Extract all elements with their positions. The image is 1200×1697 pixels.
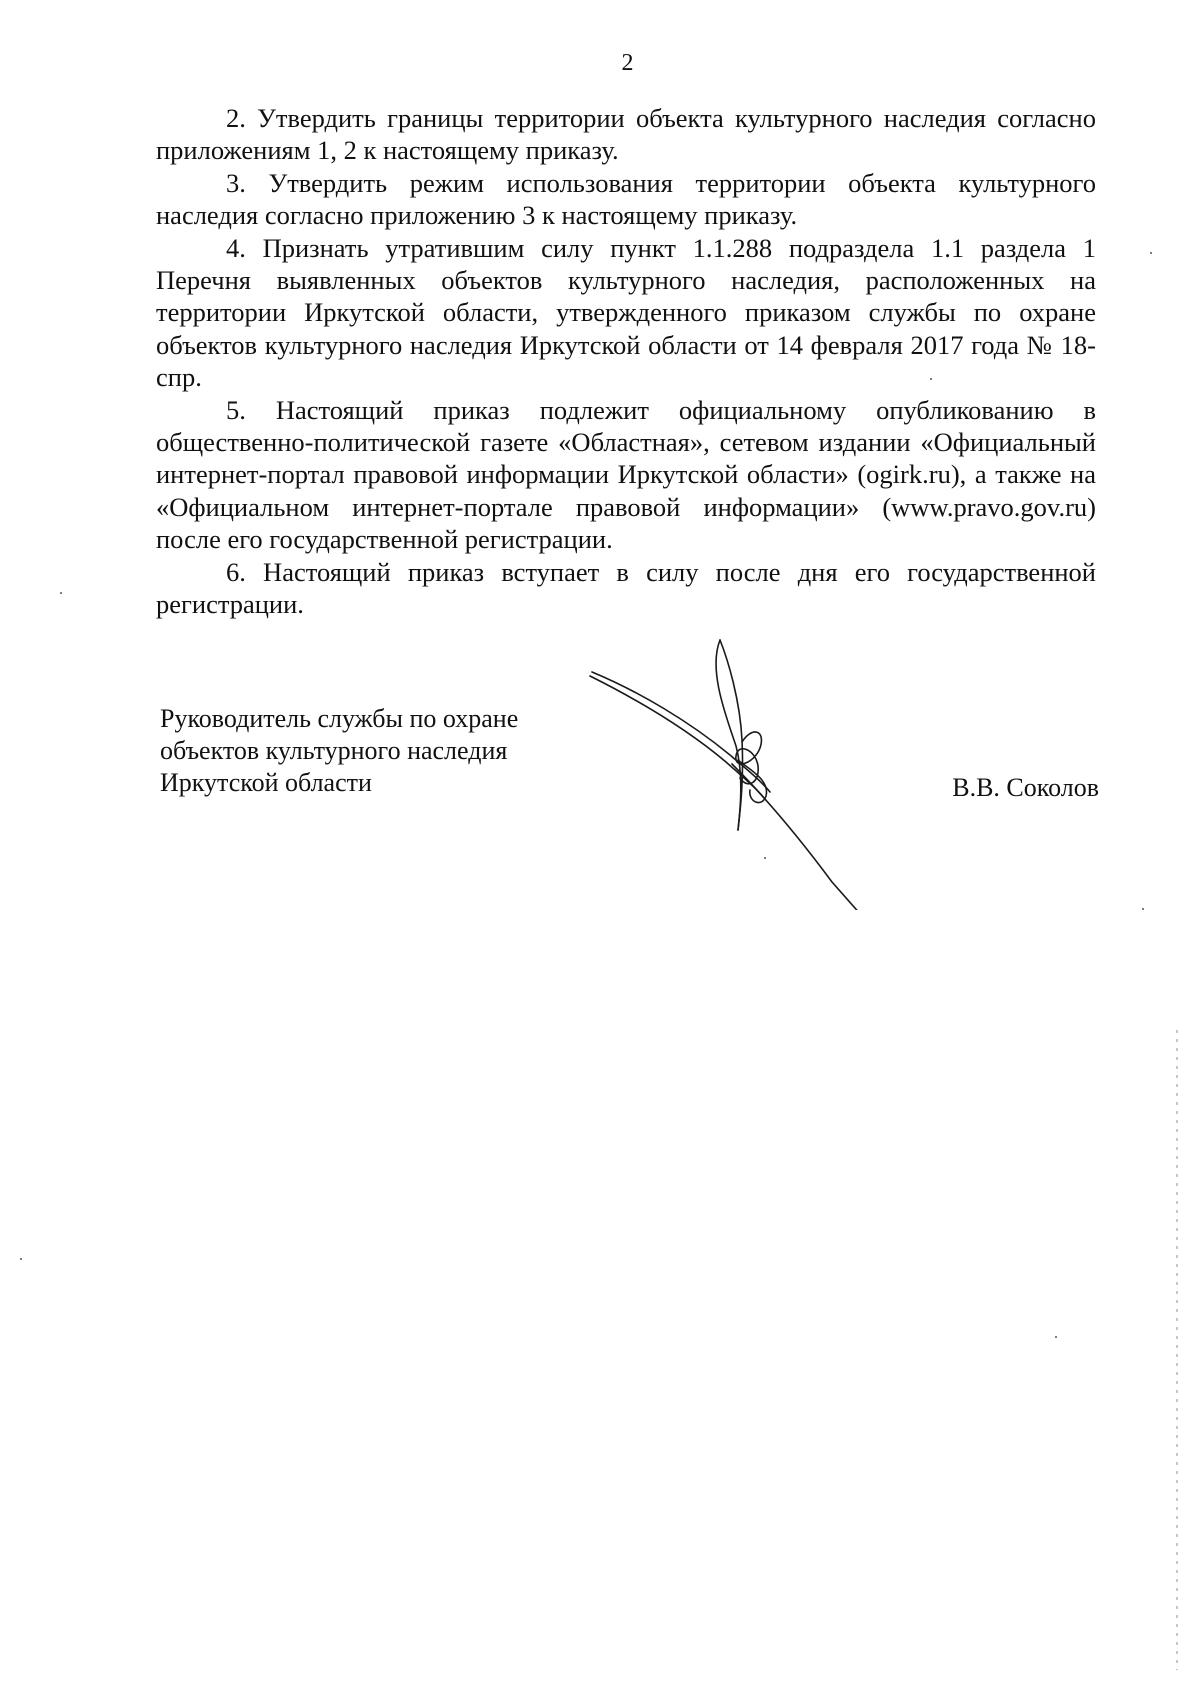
signatory-position-line: объектов культурного наследия bbox=[160, 736, 508, 765]
scan-speck bbox=[1055, 1336, 1057, 1338]
paragraph-5: 5. Настоящий приказ подлежит официальному опубликованию в общественно-политической газете «Областная», сетевом издании «Официальный интернет-портал правовой информации Иркутской области» (ogirk.ru), а также на «Официальном интернет-портале правовой информации» (www.pravo.gov.ru) после его государственной регистрации. bbox=[156, 394, 1096, 555]
scan-speck bbox=[20, 1258, 22, 1260]
paragraph-4: 4. Признать утратившим силу пункт 1.1.288 подраздела 1.1 раздела 1 Перечня выявленных объектов культурного наследия, расположенных на территории Иркутской области, утвержденного приказом службы по охране объектов культурного наследия Иркутской области от 14 февраля 2017 года № 18-спр. bbox=[156, 232, 1096, 393]
scan-edge-artifact bbox=[1176, 1030, 1178, 1670]
signatory-position bbox=[160, 703, 518, 799]
paragraph-3: 3. Утвердить режим использования территории объекта культурного наследия согласно приложению 3 к настоящему приказу. bbox=[156, 167, 1096, 231]
document-body bbox=[156, 102, 1096, 621]
paragraph-6: 6. Настоящий приказ вступает в силу после дня его государственной регистрации. bbox=[156, 556, 1096, 620]
scan-speck bbox=[1142, 908, 1144, 910]
scan-speck bbox=[930, 378, 932, 380]
signatory-position-line: Руководитель службы по охране bbox=[160, 704, 519, 733]
paragraph-2: 2. Утвердить границы территории объекта культурного наследия согласно приложениям 1, 2 к настоящему приказу. bbox=[156, 103, 1096, 166]
scan-speck bbox=[60, 592, 62, 594]
signatory-position-line: Иркутской области bbox=[160, 768, 372, 797]
page-number: 2 bbox=[621, 50, 634, 76]
scan-speck bbox=[764, 857, 766, 859]
signatory-name: В.В. Соколов bbox=[952, 773, 1099, 802]
scan-speck bbox=[1150, 252, 1152, 254]
handwritten-signature bbox=[580, 630, 880, 910]
